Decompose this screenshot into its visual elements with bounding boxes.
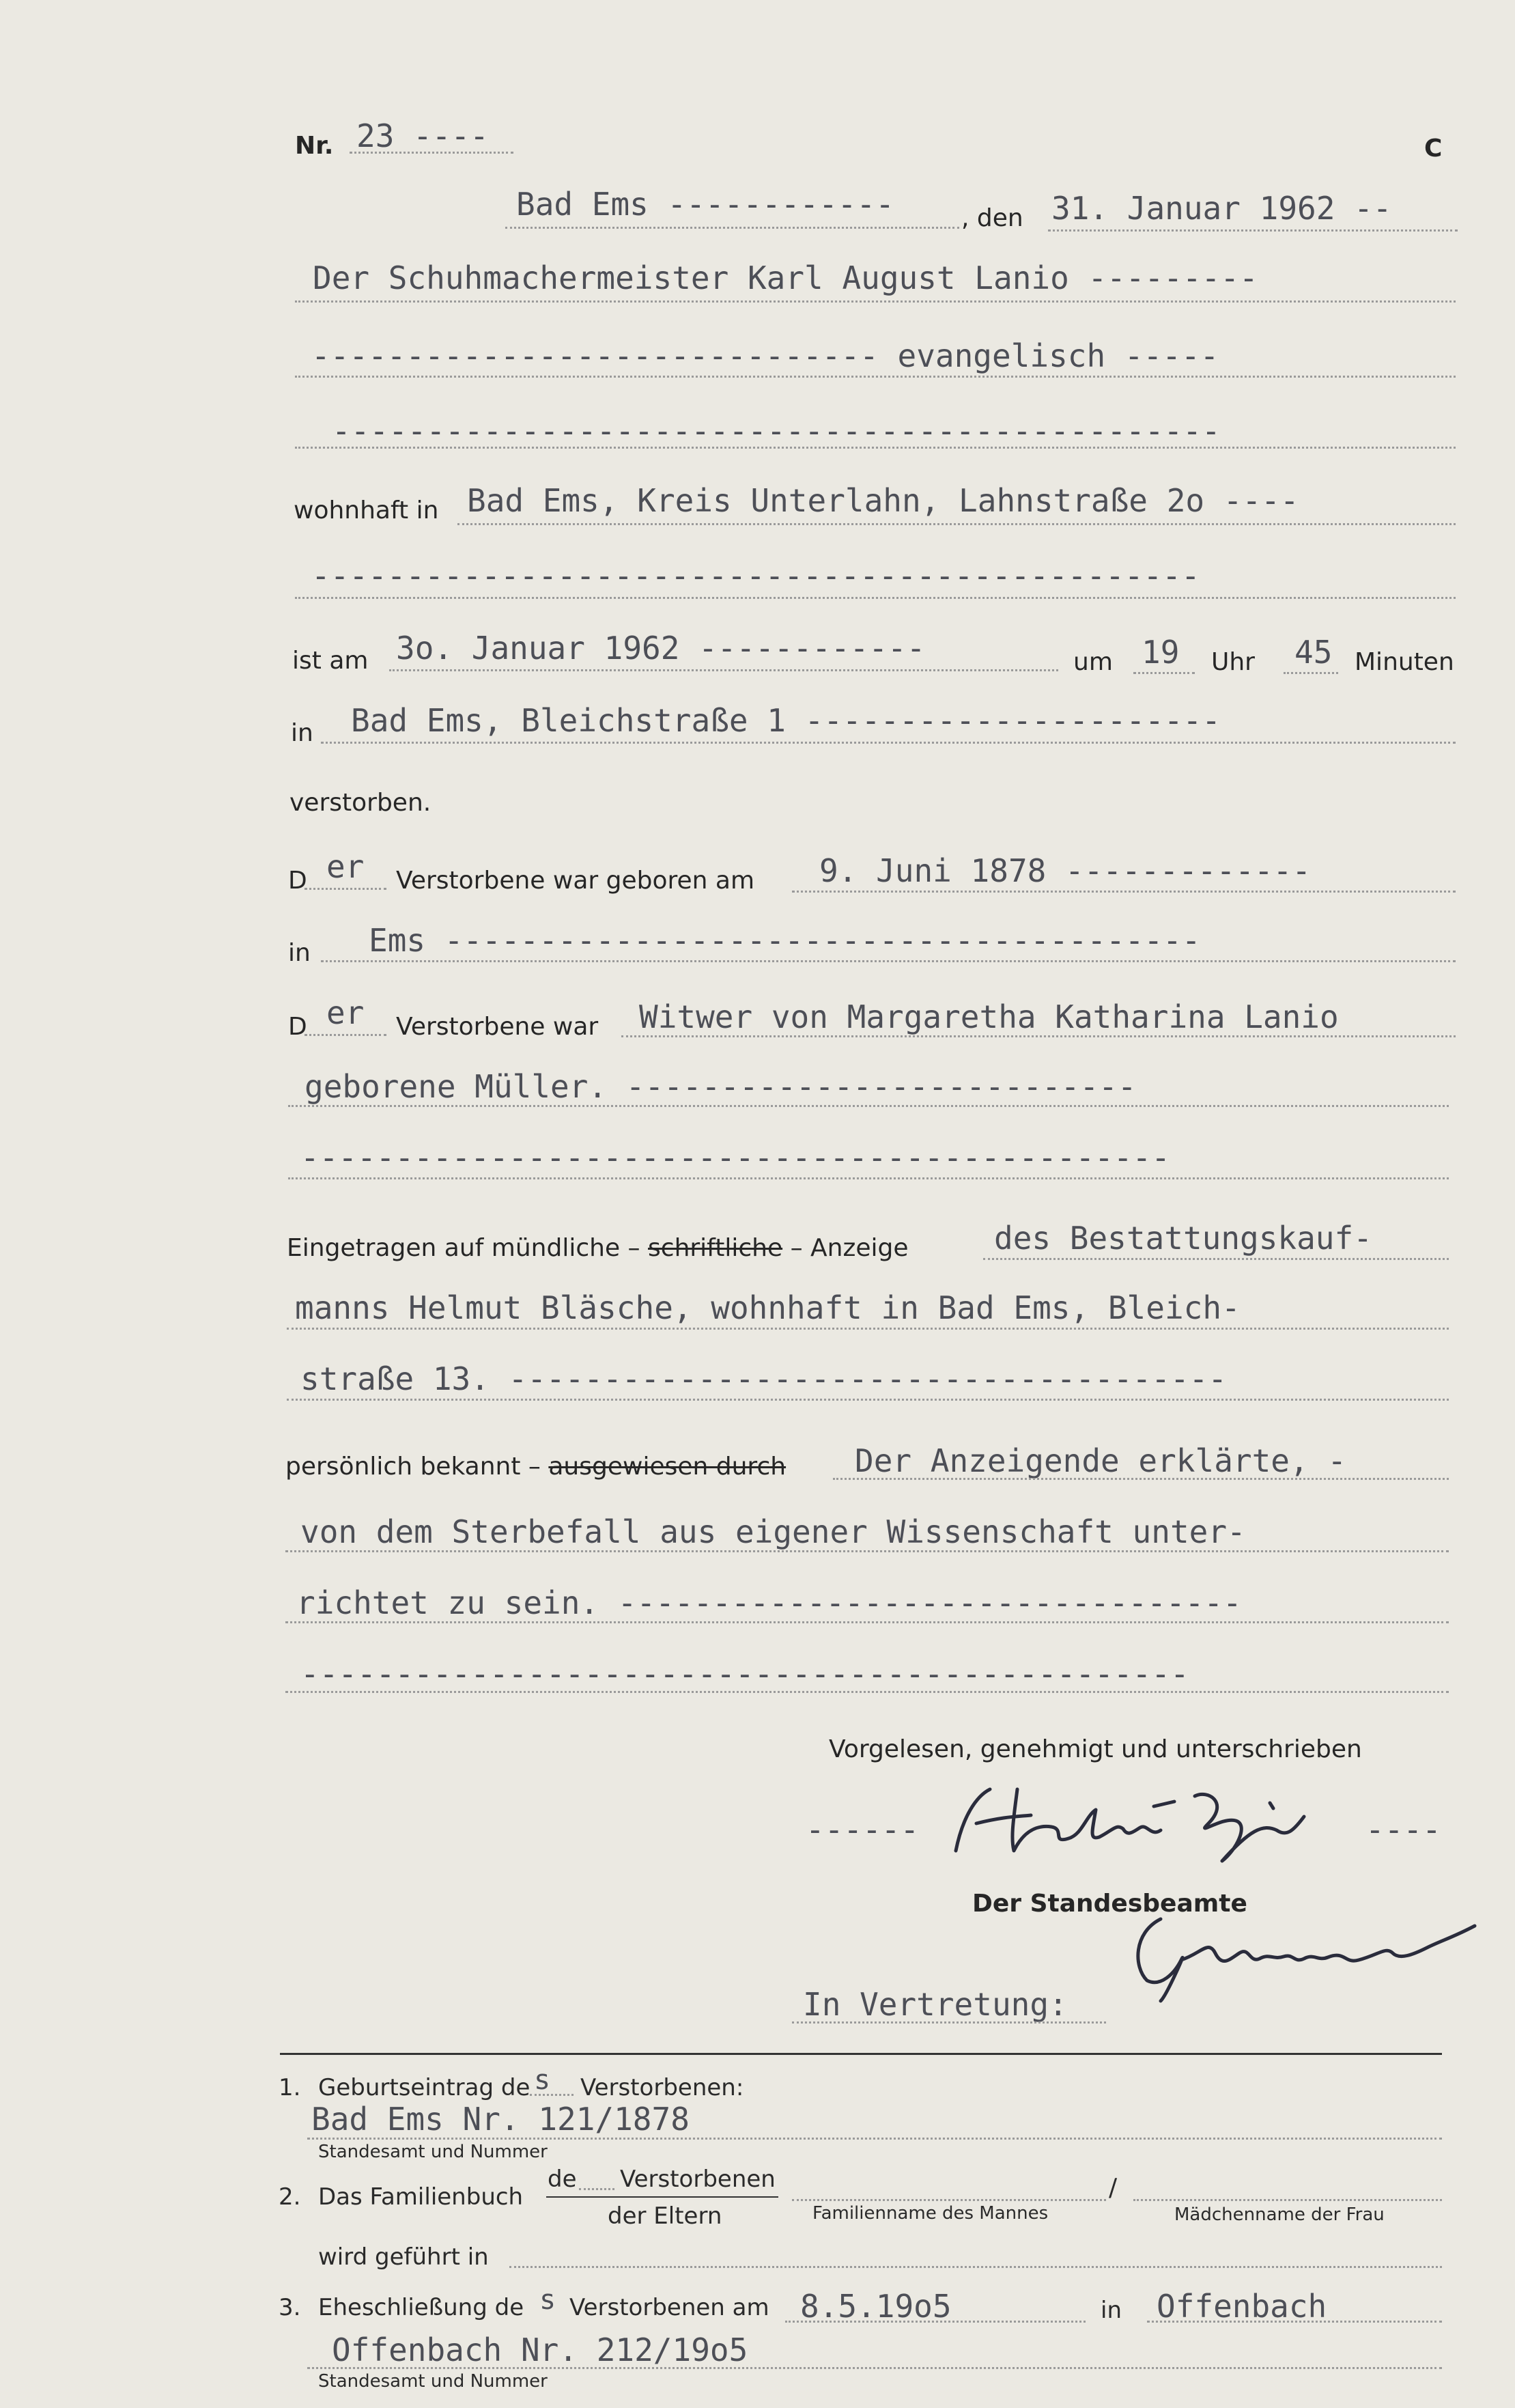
nr-label: Nr. [295,132,334,160]
birth-place-label: in [288,939,311,967]
dotted-line [321,742,1456,744]
identified-label-struck: ausgewiesen durch [548,1453,787,1481]
footer-rule [280,2053,1442,2055]
blank-line: ----------------------------------------------- [332,412,1221,449]
place-value: Bad Ems ------------ [516,186,894,223]
residence-label: wohnhaft in [294,496,439,524]
declaration-value-3: richtet zu sein. --------------------------------- [296,1584,1242,1621]
marriage-place: Offenbach [1157,2288,1327,2325]
blank-line: ----------------------------------------------- [300,1655,1189,1692]
dotted-line [288,1177,1449,1179]
death-hour: 19 [1142,634,1180,671]
article-suffix: er [326,848,365,885]
dotted-line [621,1035,1456,1037]
dotted-line [321,960,1456,962]
dotted-line [833,1478,1449,1480]
register-number: 23 ---- [356,117,489,154]
declaration-value-2: von dem Sterbefall aus eigener Wissenschaft unter- [300,1513,1246,1550]
dotted-line [505,227,959,229]
dotted-line [295,300,1456,303]
dotted-line [295,376,1456,378]
status-label: Verstorbene war [396,1013,599,1041]
informant-value-3: straße 13. -------------------------------------- [300,1360,1228,1397]
maiden-name-label: Mädchenname der Frau [1174,2204,1385,2225]
date-value: 31. Januar 1962 -- [1051,190,1392,227]
dotted-line [287,1399,1449,1401]
footer-3-sublabel: Standesamt und Nummer [318,2371,548,2392]
registered-label-b: – Anzeige [790,1234,909,1262]
read-approved-label: Vorgelesen, genehmigt und unterschrieben [829,1735,1362,1763]
status-value: Witwer von Margaretha Katharina Lanio [639,998,1339,1035]
footer-1-suffix: s [534,2064,551,2096]
footer-3-label-2: Verstorbenen am [569,2294,769,2321]
signature-line-right: ---- [1365,1811,1441,1848]
marriage-date: 8.5.19o5 [800,2288,952,2325]
footer-2-kept-label: wird geführt in [318,2243,489,2271]
footer-2-slash: / [1109,2174,1118,2202]
article-suffix: er [326,994,365,1031]
footer-1-sublabel: Standesamt und Nummer [318,2142,548,2162]
dotted-line [295,447,1456,449]
dotted-line [785,2321,1086,2323]
uhr-label: Uhr [1211,648,1255,676]
dotted-line [307,2367,1442,2369]
fraction-rule [546,2196,778,2198]
registrar-signature [1120,1905,1488,2008]
blank-line: ---------------------------------------------- [300,1139,1170,1176]
article-d: D [288,1013,307,1041]
footer-1-number: 1. [279,2074,301,2101]
form-letter: C [1424,135,1443,163]
footer-1-label-2: Verstorbenen: [580,2074,744,2101]
dotted-line [457,523,1456,525]
death-date-label: ist am [292,647,369,675]
dotted-line [1147,2321,1442,2323]
deceased-name: Der Schuhmachermeister Karl August Lanio --------- [313,260,1258,296]
um-label: um [1073,648,1113,676]
footer-2-top-a: de [548,2166,577,2193]
birth-date-value: 9. Juni 1878 ------------- [819,852,1312,889]
minuten-label: Minuten [1355,648,1454,676]
dotted-line [509,2266,1442,2268]
registered-label-a: Eingetragen auf mündliche – [287,1234,640,1262]
dotted-line [288,1105,1449,1107]
religion-line: ------------------------------ evangelisch ----- [311,337,1219,374]
marriage-entry-value: Offenbach Nr. 212/19o5 [332,2332,748,2368]
residence-value: Bad Ems, Kreis Unterlahn, Lahnstraße 2o ---- [467,482,1299,519]
blank-line: ----------------------------------------------- [311,557,1200,594]
dotted-line [792,891,1456,893]
registered-label-struck: schriftliche [648,1234,783,1262]
footer-3-suffix: s [539,2284,556,2316]
deputy-label: In Vertretung: [803,1986,1068,2023]
dotted-line [285,1691,1449,1693]
footer-2-top-b: Verstorbenen [620,2166,776,2193]
dotted-line [295,597,1456,599]
dotted-line [305,888,386,890]
informant-value-2: manns Helmut Bläsche, wohnhaft in Bad Ems, Bleich- [295,1289,1241,1326]
informant-signature [949,1776,1331,1871]
birth-label: Verstorbene war geboren am [396,867,755,895]
dotted-line [792,2021,1106,2024]
dotted-line [792,2199,1106,2201]
dotted-line [350,152,513,154]
footer-2-label: Das Familienbuch [318,2183,524,2211]
footer-3-number: 3. [279,2294,301,2321]
registrar-label: Der Standesbeamte [972,1890,1247,1918]
footer-2-bottom: der Eltern [608,2202,722,2230]
husband-name-label: Familienname des Mannes [812,2203,1049,2224]
dotted-line [1133,2199,1442,2201]
dotted-line [389,669,1058,671]
dotted-line [287,1328,1449,1330]
dotted-line [307,2138,1442,2140]
identified-label-a: persönlich bekannt – [285,1453,541,1481]
footer-2-number: 2. [279,2183,301,2211]
dotted-line [285,1550,1449,1552]
death-date-value: 3o. Januar 1962 ------------ [396,630,926,667]
dotted-line [305,1034,386,1036]
status-value-2: geborene Müller. --------------------------- [305,1068,1137,1105]
death-minute: 45 [1294,634,1333,671]
dotted-line [530,2094,574,2096]
death-place-label: in [291,719,313,747]
article-d: D [288,867,307,895]
identified-label [285,1455,786,1479]
registered-label [287,1236,909,1261]
signature-line-left: ------ [806,1811,920,1848]
footer-3-in: in [1101,2297,1122,2324]
informant-value: des Bestattungskauf- [994,1220,1372,1257]
dotted-line [983,1258,1449,1260]
dotted-line [1133,672,1195,674]
death-place-value: Bad Ems, Bleichstraße 1 ---------------------- [351,702,1221,739]
dotted-line [285,1621,1449,1623]
den-label: , den [961,204,1023,232]
footer-3-label: Eheschließung de [318,2294,524,2321]
dotted-line [579,2188,614,2190]
verstorben-label: verstorben. [289,789,431,817]
dotted-line [1048,229,1458,232]
declaration-value: Der Anzeigende erklärte, - [855,1442,1347,1479]
birth-entry-value: Bad Ems Nr. 121/1878 [311,2101,690,2138]
dotted-line [1284,672,1338,674]
footer-1-label: Geburtseintrag de [318,2074,530,2101]
birth-place-value: Ems ---------------------------------------- [369,922,1201,959]
